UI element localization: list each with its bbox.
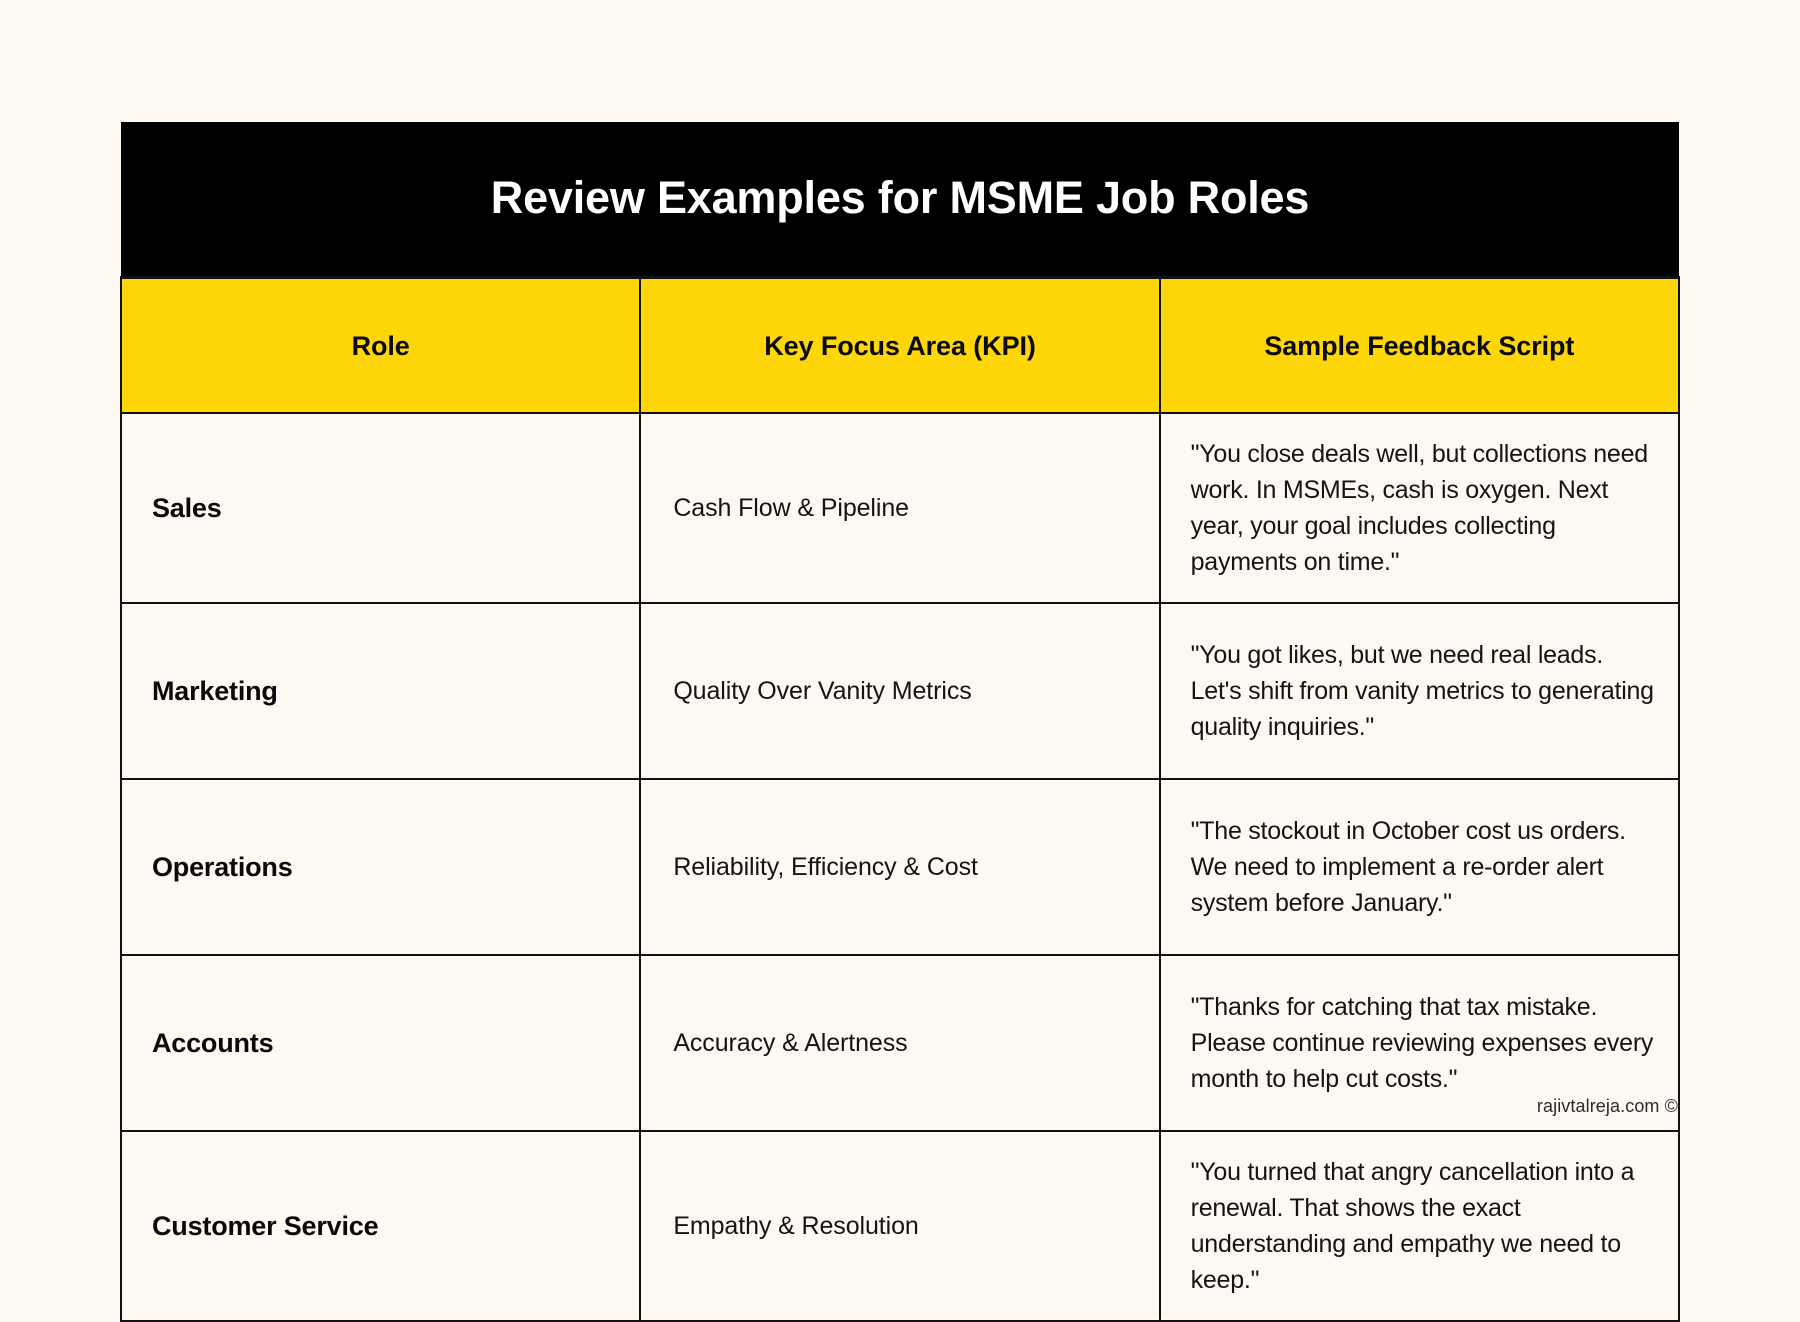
- cell-feedback-script: "You close deals well, but collections need work. In MSMEs, cash is oxygen. Next year, your goal includes collecting payments on time.": [1160, 413, 1679, 603]
- column-header-kpi: Key Focus Area (KPI): [640, 278, 1159, 414]
- title-banner-row: [121, 122, 1679, 278]
- cell-kpi: Quality Over Vanity Metrics: [640, 603, 1159, 779]
- table-row: [121, 779, 1679, 955]
- cell-role: Customer Service: [121, 1131, 640, 1321]
- cell-role: Sales: [121, 413, 640, 603]
- review-examples-table: [120, 122, 1680, 1322]
- cell-feedback-script: "Thanks for catching that tax mistake. Please continue reviewing expenses every month to help cut costs.": [1160, 955, 1679, 1131]
- footer-credit: rajivtalreja.com ©: [1536, 1096, 1678, 1116]
- cell-kpi: Reliability, Efficiency & Cost: [640, 779, 1159, 955]
- table-row: [121, 1131, 1679, 1321]
- cell-kpi: Cash Flow & Pipeline: [640, 413, 1159, 603]
- poster-title: Review Examples for MSME Job Roles: [121, 122, 1679, 278]
- cell-feedback-script: "You got likes, but we need real leads. Let's shift from vanity metrics to generating quality inquiries.": [1160, 603, 1679, 779]
- review-table-container: [120, 122, 1680, 1322]
- table-row: [121, 955, 1679, 1131]
- column-header-row: [121, 278, 1679, 414]
- column-header-row-group: [121, 278, 1679, 414]
- cell-kpi: Accuracy & Alertness: [640, 955, 1159, 1131]
- table-row: [121, 413, 1679, 603]
- cell-kpi: Empathy & Resolution: [640, 1131, 1159, 1321]
- table-row: [121, 603, 1679, 779]
- cell-role: Marketing: [121, 603, 640, 779]
- cell-feedback-script: "You turned that angry cancellation into a renewal. That shows the exact understanding and empathy we need to keep.": [1160, 1131, 1679, 1321]
- table-body: [121, 413, 1679, 1321]
- cell-role: Operations: [121, 779, 640, 955]
- table-head: [121, 122, 1679, 278]
- column-header-role: Role: [121, 278, 640, 414]
- column-header-script: Sample Feedback Script: [1160, 278, 1679, 414]
- cell-feedback-script: "The stockout in October cost us orders. We need to implement a re-order alert system before January.": [1160, 779, 1679, 955]
- cell-role: Accounts: [121, 955, 640, 1131]
